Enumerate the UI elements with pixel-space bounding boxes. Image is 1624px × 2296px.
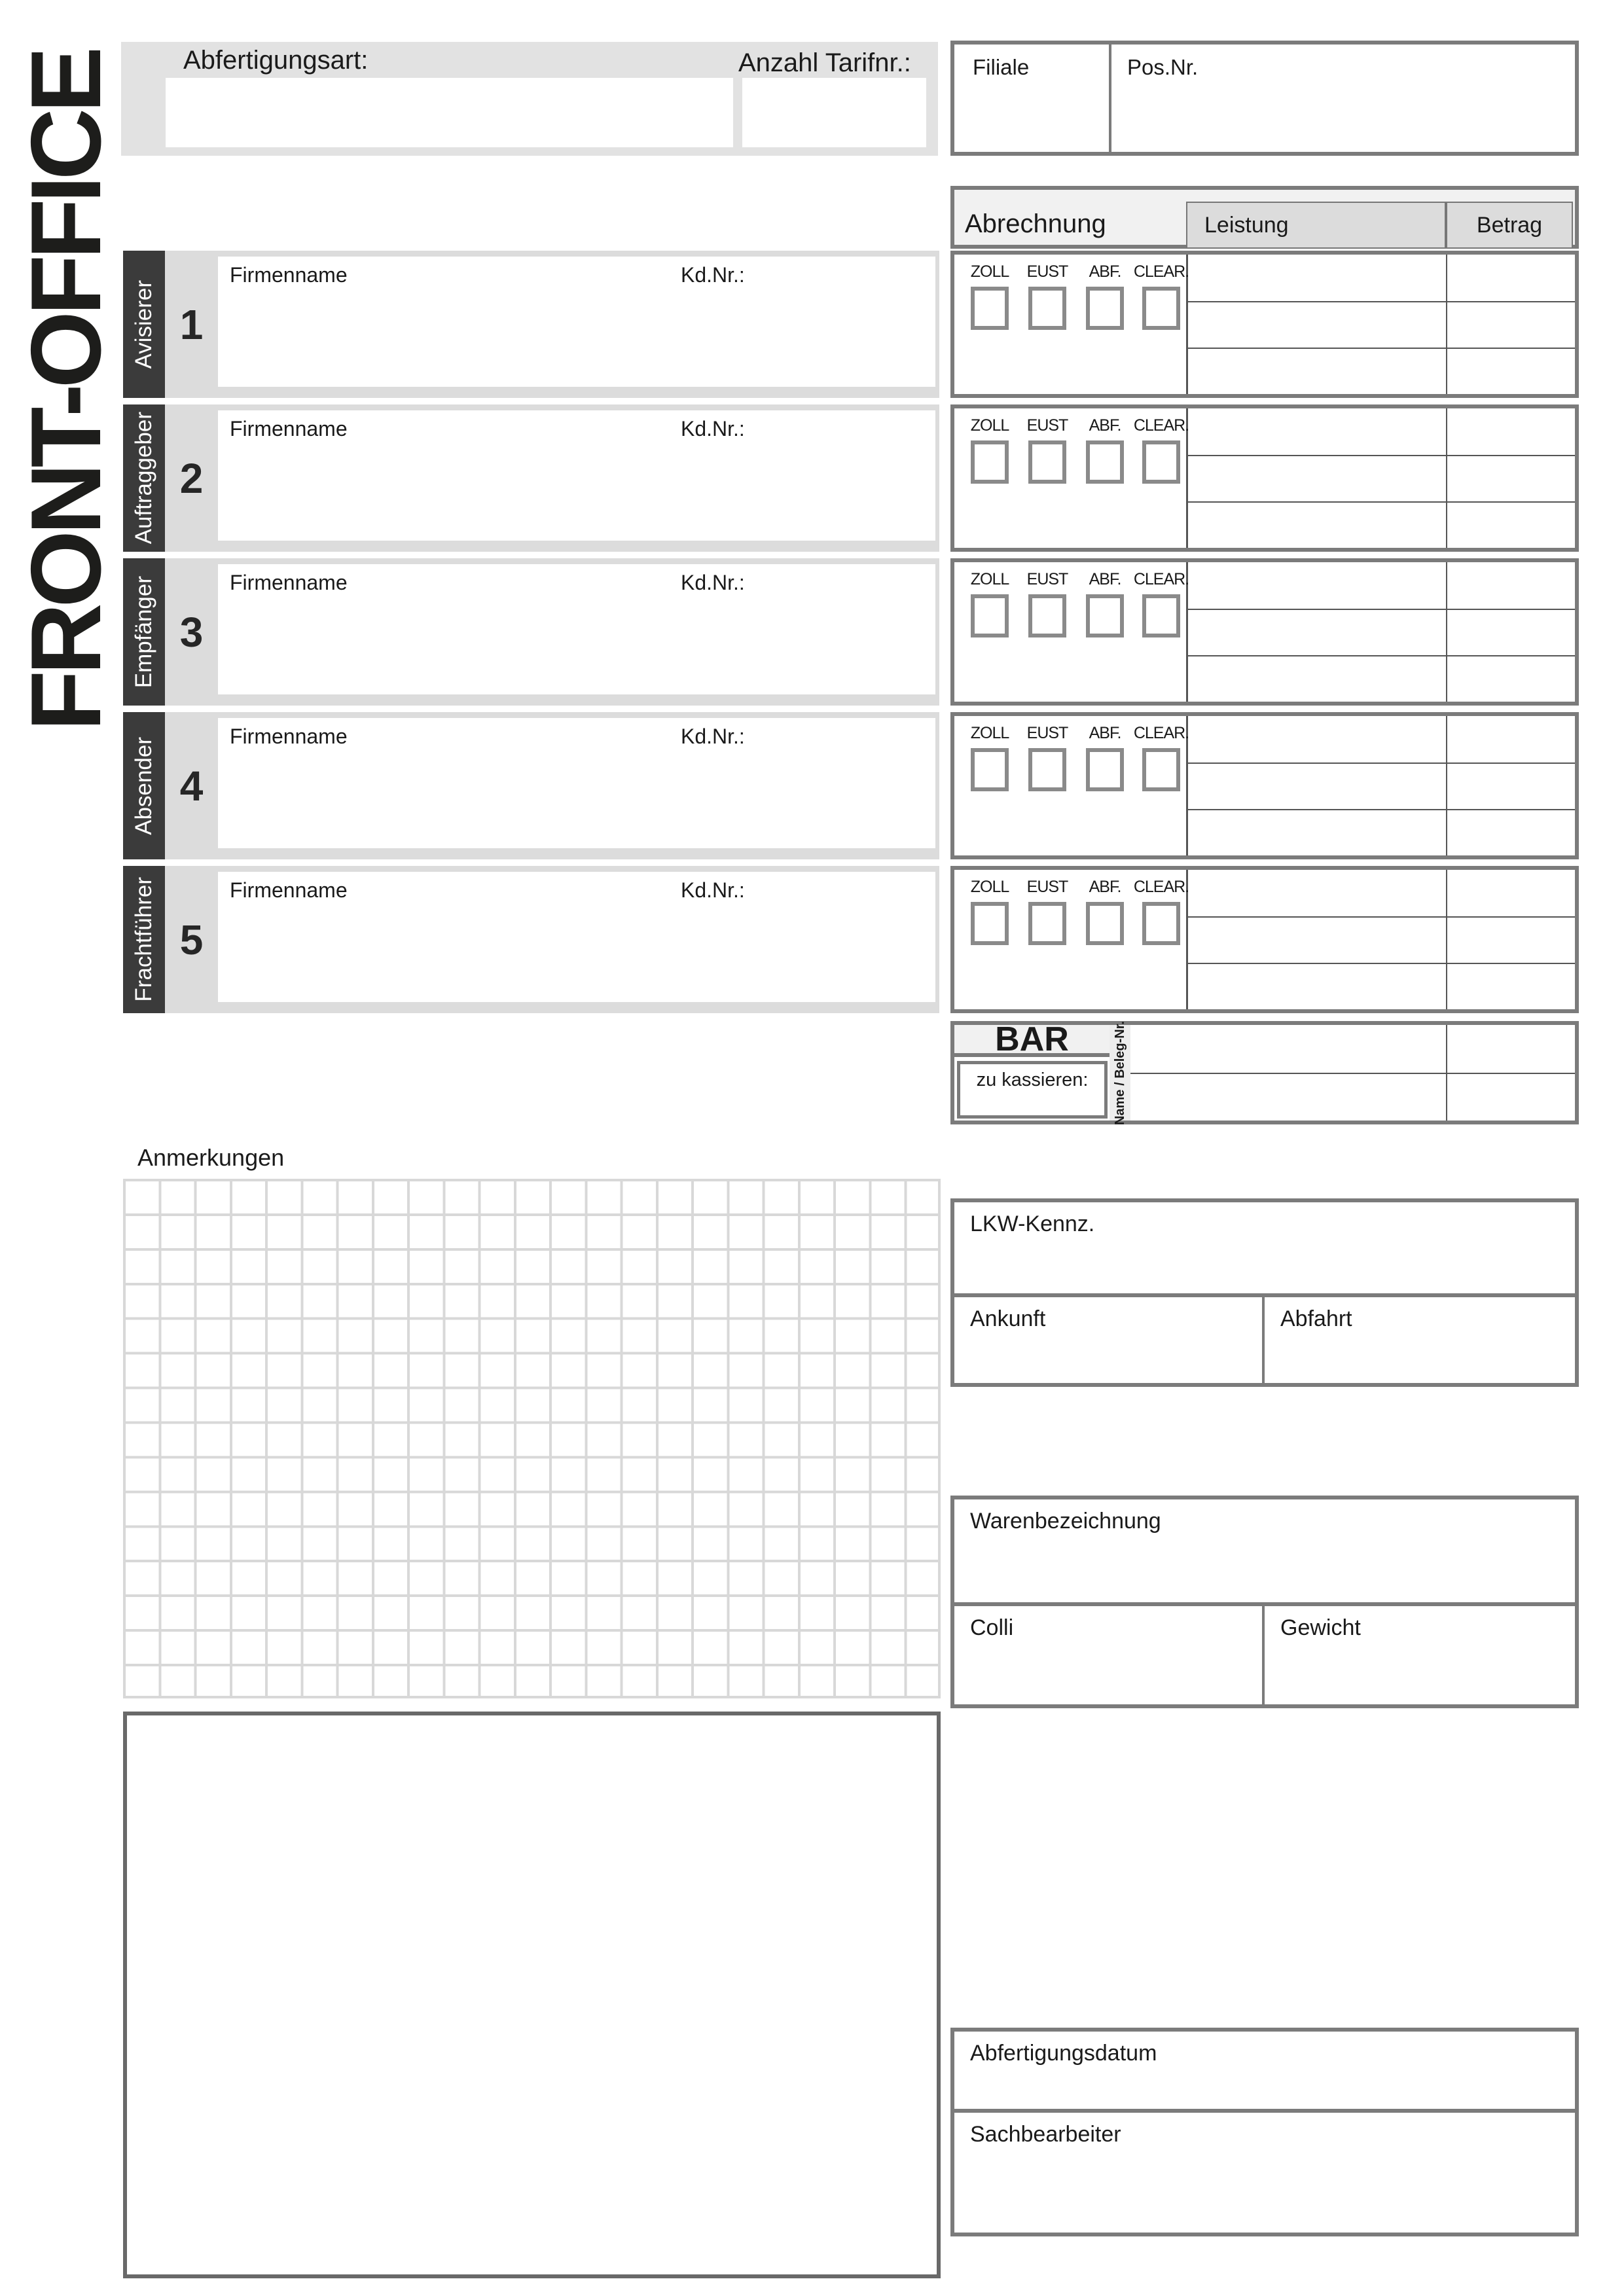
bar-title: BAR [995, 1020, 1069, 1058]
eust-column [1019, 716, 1076, 791]
lkw-kennz-label: LKW-Kennz. [970, 1211, 1095, 1236]
leistung-cell[interactable] [1188, 870, 1446, 916]
kdnr-label: Kd.Nr.: [681, 263, 745, 287]
anzahl-tarifnr-label: Anzahl Tarifnr.: [738, 48, 911, 77]
betrag-cell[interactable] [1446, 655, 1575, 702]
eust-checkbox[interactable] [1028, 902, 1066, 945]
firmenname-box[interactable] [218, 564, 935, 694]
clear-label: CLEAR. [1133, 724, 1189, 742]
leistung-cell[interactable] [1188, 762, 1446, 809]
abf-column [1076, 255, 1134, 330]
eust-checkbox[interactable] [1028, 287, 1066, 330]
clear-column [1132, 870, 1190, 945]
gewicht-field[interactable] [1265, 1606, 1575, 1704]
betrag-label: Betrag [1476, 212, 1543, 238]
ankunft-label: Ankunft [970, 1306, 1046, 1331]
betrag-cell[interactable] [1446, 408, 1575, 455]
abf-column [1076, 562, 1134, 637]
zoll-label: ZOLL [970, 262, 1009, 281]
clear-label: CLEAR. [1133, 262, 1189, 281]
clear-checkbox[interactable] [1142, 287, 1180, 330]
abf-label: ABF. [1089, 570, 1121, 588]
zoll-label: ZOLL [970, 416, 1009, 435]
abrechnung-section-block [950, 558, 1579, 706]
party-tab-label: Frachtführer [131, 877, 156, 1002]
eust-label: EUST [1026, 570, 1068, 588]
abrechnung-title: Abrechnung [965, 209, 1106, 238]
posnr-field[interactable] [1111, 45, 1575, 152]
anzahl-tarifnr-input[interactable] [742, 78, 926, 147]
clear-column [1132, 408, 1190, 484]
leistung-cell[interactable] [1188, 301, 1446, 348]
clear-checkbox[interactable] [1142, 748, 1180, 791]
bar-block [950, 1021, 1579, 1124]
party-number: 5 [179, 916, 204, 963]
zoll-checkbox[interactable] [971, 748, 1009, 791]
colli-label: Colli [970, 1615, 1014, 1640]
firmenname-label: Firmenname [230, 725, 348, 748]
lkw-block [950, 1198, 1579, 1387]
abf-label: ABF. [1089, 878, 1121, 896]
eust-column [1019, 562, 1076, 637]
abf-checkbox[interactable] [1086, 440, 1124, 484]
kdnr-label: Kd.Nr.: [681, 417, 745, 440]
clear-checkbox[interactable] [1142, 594, 1180, 637]
betrag-cell[interactable] [1446, 609, 1575, 655]
leistung-cell[interactable] [1188, 809, 1446, 855]
kdnr-label: Kd.Nr.: [681, 725, 745, 748]
zoll-checkbox[interactable] [971, 902, 1009, 945]
betrag-cell[interactable] [1446, 809, 1575, 855]
checkbox-panel [954, 716, 1188, 855]
party-number: 4 [179, 762, 204, 810]
betrag-cell[interactable] [1446, 455, 1575, 501]
firmenname-box[interactable] [218, 410, 935, 541]
zoll-column [961, 255, 1019, 330]
party-tab [123, 251, 165, 398]
leistung-cell[interactable] [1188, 655, 1446, 702]
bar-title-cell [954, 1020, 1110, 1058]
eust-column [1019, 870, 1076, 945]
firmenname-label: Firmenname [230, 571, 348, 594]
party-section [0, 404, 1624, 552]
filiale-field[interactable] [954, 45, 1111, 152]
clear-column [1132, 255, 1190, 330]
clear-column [1132, 562, 1190, 637]
eust-label: EUST [1026, 724, 1068, 742]
betrag-column-header [1446, 202, 1573, 249]
leistung-betrag-table [1188, 255, 1575, 394]
leistung-cell[interactable] [1188, 408, 1446, 455]
zoll-label: ZOLL [970, 878, 1009, 896]
firmenname-label: Firmenname [230, 263, 348, 287]
warenbezeichnung-field[interactable] [954, 1499, 1575, 1534]
abrechnung-section-block [950, 251, 1579, 398]
abrechnung-section-block [950, 712, 1579, 859]
firmenname-box[interactable] [218, 872, 935, 1002]
abrechnung-section-block [950, 404, 1579, 552]
party-tab-label: Empfänger [131, 575, 156, 689]
party-section [0, 251, 1624, 398]
zoll-column [961, 408, 1019, 484]
leistung-cell[interactable] [1188, 455, 1446, 501]
bar-betrag-cell[interactable] [1446, 1073, 1575, 1121]
zoll-column [961, 870, 1019, 945]
filiale-label: Filiale [973, 55, 1030, 79]
eust-column [1019, 408, 1076, 484]
eust-column [1019, 255, 1076, 330]
eust-checkbox[interactable] [1028, 748, 1066, 791]
abf-column [1076, 870, 1134, 945]
betrag-cell[interactable] [1446, 255, 1575, 301]
party-tab [123, 558, 165, 706]
betrag-cell[interactable] [1446, 963, 1575, 1009]
party-tab [123, 866, 165, 1013]
party-tab [123, 712, 165, 859]
colli-field[interactable] [954, 1606, 1265, 1704]
betrag-cell[interactable] [1446, 501, 1575, 548]
ankunft-field[interactable] [954, 1297, 1265, 1383]
leistung-cell[interactable] [1188, 609, 1446, 655]
betrag-cell[interactable] [1446, 716, 1575, 762]
abf-checkbox[interactable] [1086, 287, 1124, 330]
abfertigungsart-label: Abfertigungsart: [183, 46, 369, 75]
lkw-kennz-field[interactable] [954, 1202, 1575, 1237]
leistung-cell[interactable] [1188, 255, 1446, 301]
betrag-cell[interactable] [1446, 348, 1575, 394]
firmenname-box[interactable] [218, 718, 935, 848]
name-beleg-label: Name / Beleg-Nr. [1112, 1020, 1127, 1125]
leistung-cell[interactable] [1188, 501, 1446, 548]
leistung-column-header [1186, 202, 1446, 249]
clear-checkbox[interactable] [1142, 440, 1180, 484]
eust-checkbox[interactable] [1028, 440, 1066, 484]
bar-table [1130, 1025, 1575, 1121]
leistung-cell[interactable] [1188, 916, 1446, 963]
anmerkungen-label: Anmerkungen [137, 1144, 285, 1171]
zoll-label: ZOLL [970, 570, 1009, 588]
firmenname-label: Firmenname [230, 878, 348, 902]
betrag-cell[interactable] [1446, 916, 1575, 963]
party-number: 3 [179, 608, 204, 656]
bar-leistung-cell[interactable] [1130, 1025, 1446, 1073]
abf-label: ABF. [1089, 262, 1121, 281]
firmenname-box[interactable] [218, 257, 935, 387]
betrag-cell[interactable] [1446, 562, 1575, 609]
leistung-betrag-table [1188, 408, 1575, 548]
betrag-cell[interactable] [1446, 870, 1575, 916]
party-section [0, 712, 1624, 859]
warenbezeichnung-block [950, 1496, 1579, 1708]
abf-label: ABF. [1089, 416, 1121, 435]
name-beleg-strip [1110, 1020, 1130, 1125]
ankunft-abfahrt-row [954, 1293, 1575, 1383]
zoll-label: ZOLL [970, 724, 1009, 742]
sachbearbeiter-field[interactable] [954, 2113, 1575, 2233]
zu-kassieren-label: zu kassieren: [976, 1069, 1089, 1090]
abrechnung-section-block [950, 866, 1579, 1013]
clear-column [1132, 716, 1190, 791]
abfahrt-field[interactable] [1265, 1297, 1575, 1383]
checkbox-panel [954, 408, 1188, 548]
party-number: 2 [179, 454, 204, 502]
party-section [0, 558, 1624, 706]
leistung-label: Leistung [1204, 212, 1289, 238]
sachbearbeiter-row [954, 2109, 1575, 2233]
notes-box[interactable] [123, 1712, 941, 2278]
abfertigungsdatum-label: Abfertigungsdatum [970, 2041, 1157, 2066]
bar-leistung-cell[interactable] [1130, 1073, 1446, 1121]
clear-checkbox[interactable] [1142, 902, 1180, 945]
eust-label: EUST [1026, 416, 1068, 435]
clear-label: CLEAR. [1133, 416, 1189, 435]
party-tab-label: Auftraggeber [131, 412, 156, 545]
checkbox-panel [954, 255, 1188, 394]
gewicht-label: Gewicht [1280, 1615, 1361, 1640]
abfahrt-label: Abfahrt [1280, 1306, 1352, 1331]
zoll-column [961, 716, 1019, 791]
leistung-cell[interactable] [1188, 348, 1446, 394]
kdnr-label: Kd.Nr.: [681, 571, 745, 594]
party-section [0, 866, 1624, 1013]
anmerkungen-grid[interactable] [123, 1179, 941, 1698]
leistung-cell[interactable] [1188, 562, 1446, 609]
abf-column [1076, 408, 1134, 484]
eust-checkbox[interactable] [1028, 594, 1066, 637]
abf-column [1076, 716, 1134, 791]
zu-kassieren-field[interactable] [957, 1061, 1108, 1119]
zoll-checkbox[interactable] [971, 287, 1009, 330]
front-office-logo-text: FRONT-OFFICE [10, 50, 122, 731]
party-tab-label: Absender [131, 736, 156, 835]
betrag-cell[interactable] [1446, 762, 1575, 809]
abfertigungsart-input[interactable] [166, 78, 733, 147]
bar-betrag-cell[interactable] [1446, 1025, 1575, 1073]
betrag-cell[interactable] [1446, 301, 1575, 348]
sachbearbeiter-label: Sachbearbeiter [970, 2122, 1121, 2147]
abf-label: ABF. [1089, 724, 1121, 742]
leistung-cell[interactable] [1188, 963, 1446, 1009]
abf-checkbox[interactable] [1086, 748, 1124, 791]
zoll-checkbox[interactable] [971, 440, 1009, 484]
clear-label: CLEAR. [1133, 570, 1189, 588]
eust-label: EUST [1026, 262, 1068, 281]
abf-checkbox[interactable] [1086, 594, 1124, 637]
party-number: 1 [179, 300, 204, 348]
leistung-betrag-table [1188, 562, 1575, 702]
abf-checkbox[interactable] [1086, 902, 1124, 945]
abfertigungsdatum-block [950, 2028, 1579, 2236]
colli-gewicht-row [954, 1602, 1575, 1704]
posnr-label: Pos.Nr. [1127, 55, 1199, 79]
eust-label: EUST [1026, 878, 1068, 896]
warenbezeichnung-label: Warenbezeichnung [970, 1509, 1161, 1534]
kdnr-label: Kd.Nr.: [681, 878, 745, 902]
zoll-column [961, 562, 1019, 637]
zoll-checkbox[interactable] [971, 594, 1009, 637]
firmenname-label: Firmenname [230, 417, 348, 440]
leistung-cell[interactable] [1188, 716, 1446, 762]
leistung-betrag-table [1188, 716, 1575, 855]
abfertigungsdatum-field[interactable] [954, 2032, 1575, 2066]
filiale-posnr-box [950, 41, 1579, 156]
party-tab-label: Avisierer [131, 279, 156, 369]
checkbox-panel [954, 870, 1188, 1009]
clear-label: CLEAR. [1133, 878, 1189, 896]
checkbox-panel [954, 562, 1188, 702]
leistung-betrag-table [1188, 870, 1575, 1009]
party-tab [123, 404, 165, 552]
